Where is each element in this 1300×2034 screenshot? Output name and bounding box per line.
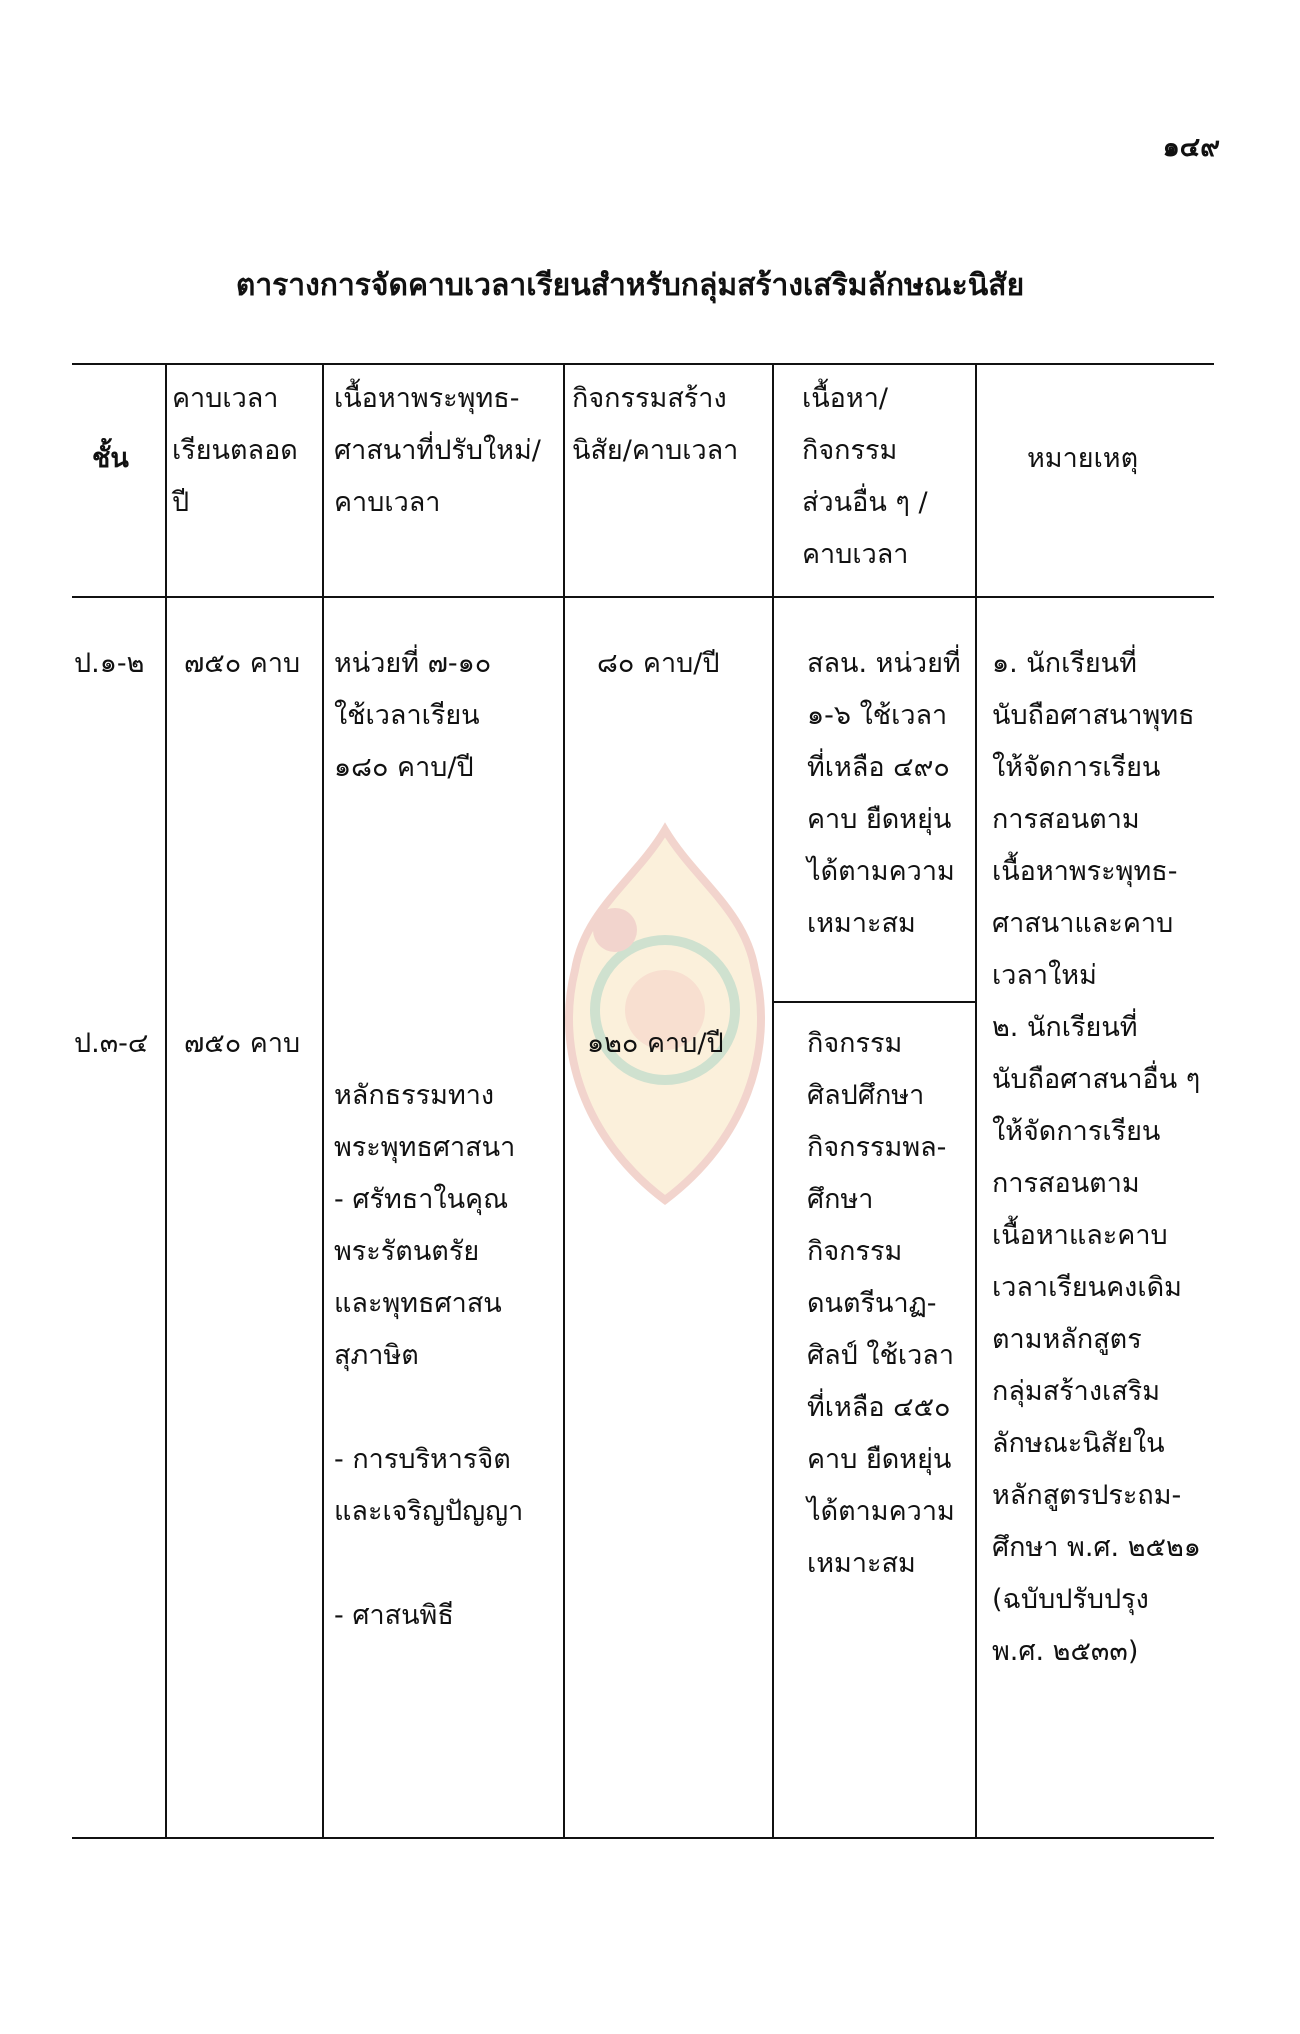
period-allocation-table xyxy=(72,363,1214,1839)
header-habit-activities: กิจกรรมสร้าง นิสัย/คาบเวลา xyxy=(572,383,739,466)
table-top-rule xyxy=(72,363,1214,365)
document-title: ตารางการจัดคาบเวลาเรียนสำหรับกลุ่มสร้างเสริมลักษณะนิสัย xyxy=(235,268,1025,303)
column-divider xyxy=(975,363,977,1839)
row1-habit-activities: ๘๐ คาบ/ปี xyxy=(597,648,720,679)
header-buddhism-content: เนื้อหาพระพุทธ- ศาสนาที่ปรับใหม่/ คาบเวลา xyxy=(334,383,541,518)
row1-other-content: สลน. หน่วยที่ ๑-๖ ใช้เวลา ที่เหลือ ๔๙๐ คาบ ยืดหยุ่น ได้ตามความ เหมาะสม xyxy=(807,648,961,939)
header-bottom-rule xyxy=(72,596,1214,598)
row2-grade: ป.๓-๔ xyxy=(74,1028,149,1059)
column-divider xyxy=(772,363,774,1839)
row2-other-content: กิจกรรม ศิลปศึกษา กิจกรรมพล- ศึกษา กิจกรรม ดนตรีนาฏ- ศิลป์ ใช้เวลา ที่เหลือ ๔๕๐ คาบ ยืดหยุ่น ได้ตามความ เหมาะสม xyxy=(807,1028,955,1579)
row1-buddhism-content: หน่วยที่ ๗-๑๐ ใช้เวลาเรียน ๑๘๐ คาบ/ปี xyxy=(334,648,492,783)
row2-buddhism-content xyxy=(334,1018,562,1694)
row1-grade: ป.๑-๒ xyxy=(74,648,145,679)
remarks-text: ๑. นักเรียนที่ นับถือศาสนาพุทธ ให้จัดการเรียน การสอนตาม เนื้อหาพระพุทธ- ศาสนาและคาบ เวลาใหม่ ๒. นักเรียนที่ นับถือศาสนาอื่น ๆ ให้จัดการเรียน การสอนตาม เนื้อหาและคาบ เวลาเรียนคงเดิม ตามหลักสูตร กลุ่มสร้างเสริม ลักษณะนิสัยใน หลักสูตรประถม- ศึกษา พ.ศ. ๒๕๒๑ (ฉบับปรับปรุง พ.ศ. ๒๕๓๓) xyxy=(992,648,1201,1667)
header-total-periods: คาบเวลา เรียนตลอด ปี xyxy=(172,383,298,518)
row-divider xyxy=(772,1001,977,1003)
row2-total-periods: ๗๕๐ คาบ xyxy=(184,1028,301,1059)
row2-habit-activities: ๑๒๐ คาบ/ปี xyxy=(587,1028,724,1059)
row1-total-periods: ๗๕๐ คาบ xyxy=(184,648,301,679)
table-bottom-rule xyxy=(72,1837,1214,1839)
row2-buddhism-item: - การบริหารจิต และเจริญปัญญา xyxy=(334,1444,524,1527)
row2-buddhism-heading: หลักธรรมทาง พระพุทธศาสนา xyxy=(334,1080,516,1163)
column-divider xyxy=(322,363,324,1839)
page-number: ๑๔๙ xyxy=(1162,132,1220,163)
column-divider xyxy=(165,363,167,1839)
row2-buddhism-item: - ศาสนพิธี xyxy=(334,1600,454,1631)
row2-buddhism-item: - ศรัทธาในคุณ พระรัตนตรัย และพุทธศาสน สุภาษิต xyxy=(334,1184,509,1371)
header-grade: ชั้น xyxy=(92,443,129,474)
header-remarks: หมายเหตุ xyxy=(1027,443,1139,474)
column-divider xyxy=(563,363,565,1839)
header-other-content: เนื้อหา/ กิจกรรม ส่วนอื่น ๆ / คาบเวลา xyxy=(802,383,928,570)
